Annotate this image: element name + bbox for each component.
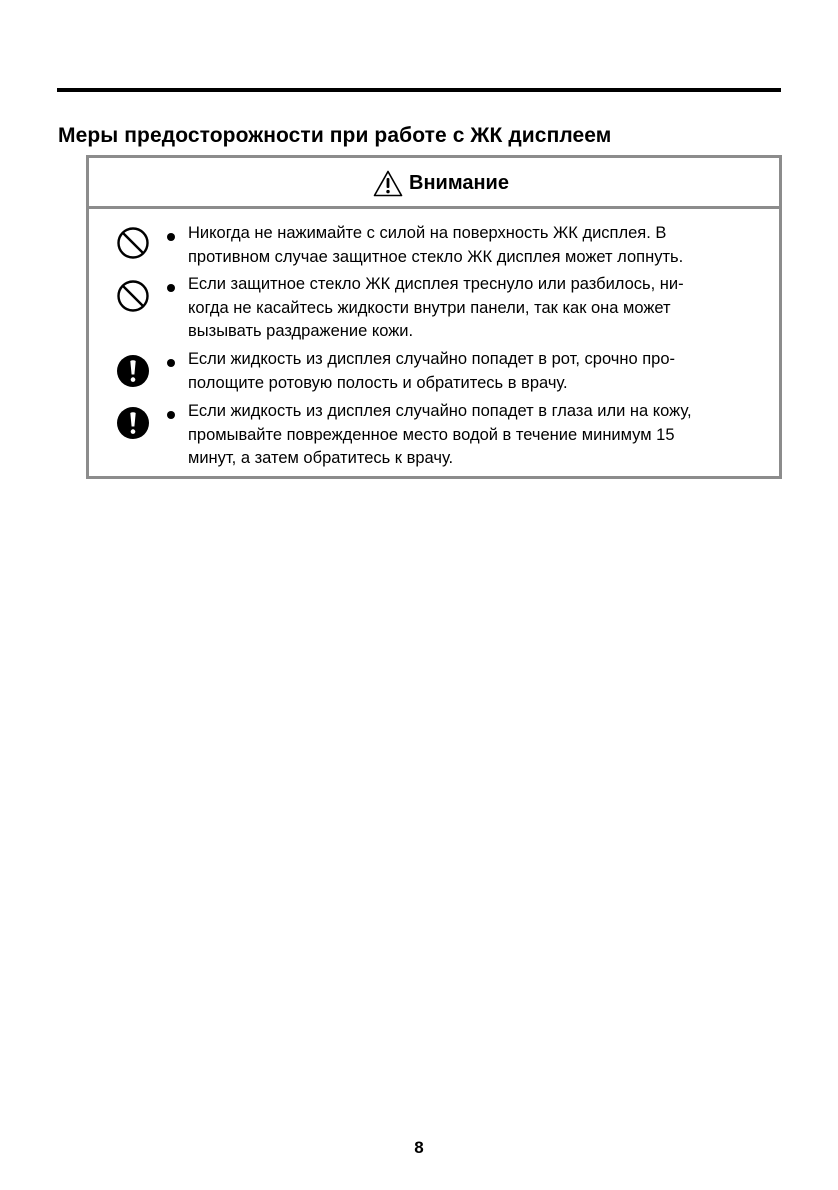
caution-box [86, 155, 782, 479]
caution-item-text [188, 348, 675, 395]
text-line: Никогда не нажимайте с силой на поверхность ЖК дисплея. В [188, 224, 667, 242]
text-line: Если жидкость из дисплея случайно попадет в глаза или на кожу, [188, 402, 692, 420]
caution-item-text [188, 400, 692, 471]
caution-item-text [188, 273, 684, 344]
text-line: когда не касайтесь жидкости внутри панели, так как она может [188, 298, 671, 317]
prohibited-icon [116, 226, 150, 260]
page-number: 8 [414, 1138, 424, 1157]
bullet [167, 359, 175, 367]
text-line: Если защитное стекло ЖК дисплея треснуло или разбилось, ни- [188, 275, 684, 293]
bullet [167, 411, 175, 419]
bullet [167, 233, 175, 241]
caution-header [89, 158, 779, 209]
top-rule [57, 88, 781, 92]
mandatory-action-icon [116, 354, 150, 388]
warning-triangle-icon [373, 170, 403, 197]
prohibited-icon [116, 279, 150, 313]
bullet [167, 284, 175, 292]
section-title: Меры предосторожности при работе с ЖК дисплеем [58, 124, 612, 147]
text-line: полощите ротовую полость и обратитесь в врачу. [188, 373, 568, 392]
caution-title: Внимание [409, 172, 509, 194]
text-line: минут, а затем обратитесь к врачу. [188, 449, 454, 467]
text-line: Если жидкость из дисплея случайно попадет в рот, срочно про- [188, 350, 676, 368]
mandatory-action-icon [116, 406, 150, 440]
text-line: вызывать раздражение кожи. [188, 322, 414, 340]
text-line: противном случае защитное стекло ЖК дисплея может лопнуть. [188, 247, 684, 266]
caution-item-text [188, 222, 683, 269]
text-line: промывайте поврежденное место водой в течение минимум 15 [188, 425, 675, 444]
